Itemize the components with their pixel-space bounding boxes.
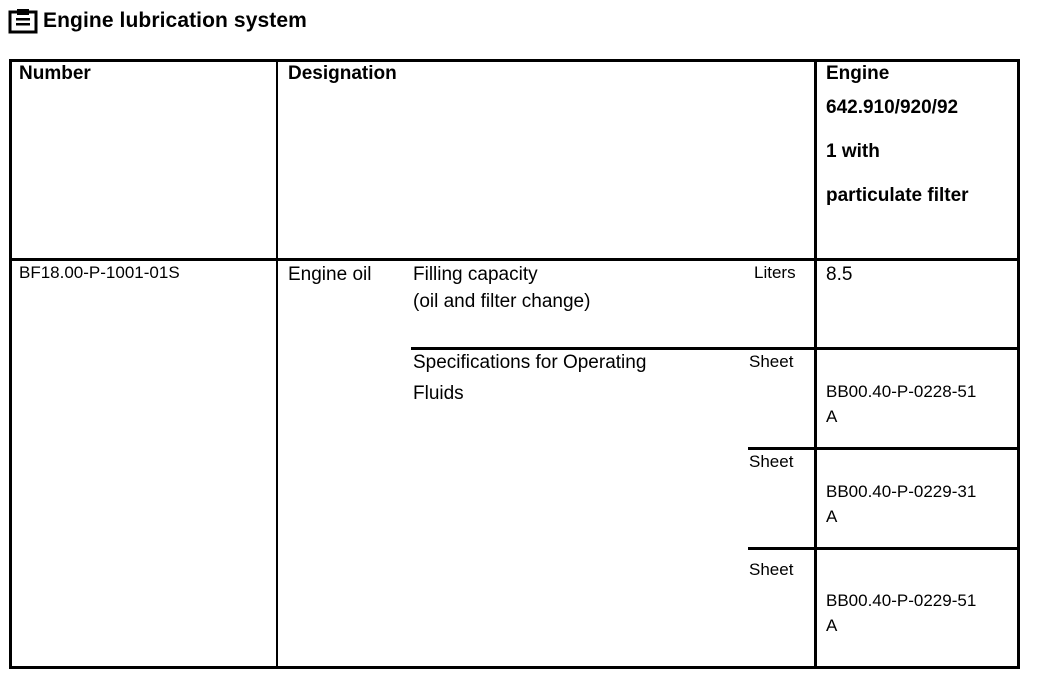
header-engine-line-4: particulate filter <box>826 185 969 206</box>
item-3-unit: Sheet <box>749 452 794 471</box>
item-2-description-line-2: Fluids <box>413 383 464 404</box>
document-tray-icon <box>8 8 38 34</box>
header-engine-line-1: Engine <box>826 63 890 84</box>
item-1-unit: Liters <box>754 263 796 282</box>
subrow-divider-3 <box>748 547 1019 550</box>
column-divider-1 <box>276 59 278 669</box>
item-1-description-line-1: Filling capacity <box>413 264 538 285</box>
row-number: BF18.00-P-1001-01S <box>19 263 180 282</box>
item-2-value-line-2: A <box>826 407 838 426</box>
item-2-unit: Sheet <box>749 352 794 371</box>
item-1-value-line-1: 8.5 <box>826 264 853 285</box>
table-border-right <box>1017 59 1020 669</box>
item-4-unit: Sheet <box>749 560 794 579</box>
lubrication-table <box>9 59 1020 669</box>
item-3-value-line-1: BB00.40-P-0229-31 <box>826 482 977 501</box>
item-2-value-line-1: BB00.40-P-0228-51 <box>826 382 977 401</box>
page-header <box>8 6 307 36</box>
item-4-value-line-2: A <box>826 616 838 635</box>
row-designation: Engine oil <box>288 264 372 285</box>
table-border-bottom <box>9 666 1020 669</box>
item-1-description-line-2: (oil and filter change) <box>413 291 591 312</box>
item-2-description-line-1: Specifications for Operating <box>413 352 647 373</box>
header-engine-line-3: 1 with <box>826 141 880 162</box>
item-4-value-line-1: BB00.40-P-0229-51 <box>826 591 977 610</box>
page-title: Engine lubrication system <box>43 9 307 32</box>
header-number: Number <box>19 63 91 84</box>
column-divider-2 <box>814 59 817 669</box>
header-engine-line-2: 642.910/920/92 <box>826 97 959 118</box>
item-3-value-line-2: A <box>826 507 838 526</box>
table-border-left <box>9 59 12 669</box>
header-designation: Designation <box>288 63 397 84</box>
